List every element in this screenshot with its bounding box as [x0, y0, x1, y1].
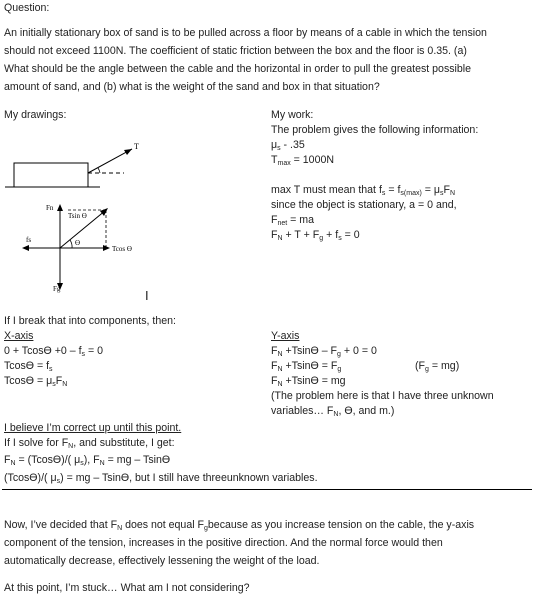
y-eq-2: $F_N +Tsinϴ = F_g$ — [271, 360, 342, 373]
x-eq-2: $Tcosϴ = f_s$ — [4, 360, 53, 373]
work-line-fnet: $F_{net}$ = ma — [271, 214, 315, 227]
tsin-label: Tsin ϴ — [68, 212, 87, 220]
discussion-line-1: Now, I’ve decided that $F_N$ does not equal $F_gbecause$ as you increase tension on the cable, the y-axis — [4, 519, 475, 532]
y-axis-heading: Y-axis — [271, 330, 300, 342]
question-line: What should be the angle between the cable and the horizontal in order to pull the greatest possible — [4, 63, 472, 75]
y-note-2: variables… $F_N$, ϴ, and m.) — [271, 405, 395, 418]
box-diagram — [0, 135, 180, 195]
correct-note: I believe I’m correct up until this point. — [4, 422, 182, 434]
solve-line-2: $F_N = (Tcosϴ)/$( $\mu_s$), $F_N$ = mg – Tsinϴ — [4, 454, 171, 467]
discussion-line-4: At this point, I’m stuck… What am I not considering? — [4, 582, 250, 594]
y-eq-1: $F_N +Tsinϴ - F_g + 0 = 0$ — [271, 345, 377, 358]
angle-arc — [98, 168, 100, 173]
normal-label: Fn — [46, 204, 54, 212]
question-line: amount of sand, and (b) what is the weight of the sand and box in that situation? — [4, 81, 380, 93]
x-eq-1: $0 + Tcosϴ +0 - f_s = 0$ — [4, 345, 104, 358]
work-heading: My work: — [271, 109, 314, 121]
components-intro: If I break that into components, then: — [4, 315, 176, 327]
given-tmax: $T_{max} = 1000N$ — [271, 154, 335, 167]
discussion-line-3: automatically decrease, effectively lessening the weight of the load. — [4, 555, 320, 567]
work-intro: The problem gives the following information: — [271, 124, 479, 136]
y-eq-3: $F_N +Tsinϴ$ = mg — [271, 375, 346, 388]
work-line-sum: $F_N + T + F_g + f_s = 0$ — [271, 229, 360, 242]
solve-line-1: If I solve for $F_N$, and substitute, I get: — [4, 437, 175, 450]
y-note-1: (The problem here is that I have three unknown — [271, 390, 494, 402]
tension-label: T — [134, 142, 139, 151]
discussion-line-2: component of the tension, increases in the positive direction. And the normal force would then — [4, 537, 443, 549]
x-eq-3: $Tcosϴ = \mu_sF_N$ — [4, 375, 68, 388]
angle-label: ϴ — [75, 239, 81, 247]
gravity-label: Fg — [53, 285, 61, 293]
solve-line-3: (Tcosϴ)/( $\mu_s$) = mg – Tsinϴ, but I still have threeunknown variables. — [4, 472, 318, 485]
free-body-diagram — [20, 200, 170, 295]
given-mu: $\mu_s - .35$ — [271, 139, 305, 152]
sand-box — [14, 163, 88, 187]
work-line-friction: max T must mean that $f_s = f_{s(max)} = \mu_sF_N$ — [271, 184, 456, 197]
question-line: should not exceed 1100N. The coefficient of static friction between the box and the floor is 0.35. (a) — [4, 45, 467, 57]
question-heading: Question: — [4, 2, 50, 14]
divider — [2, 489, 532, 490]
x-axis-heading: X-axis — [4, 330, 34, 342]
cable-line — [88, 149, 132, 173]
friction-label: fs — [26, 236, 32, 244]
y-eq-2-note: $(F_g = mg)$ — [415, 360, 460, 373]
text-cursor: I — [145, 288, 149, 303]
tcos-label: Tcos ϴ — [112, 245, 132, 253]
angle-arc — [70, 240, 72, 248]
work-line-stationary: since the object is stationary, a = 0 and, — [271, 199, 457, 211]
question-line: An initially stationary box of sand is to be pulled across a floor by means of a cable in which the tension — [4, 27, 487, 39]
cable-arrowhead — [124, 149, 132, 155]
drawings-heading: My drawings: — [4, 109, 67, 121]
